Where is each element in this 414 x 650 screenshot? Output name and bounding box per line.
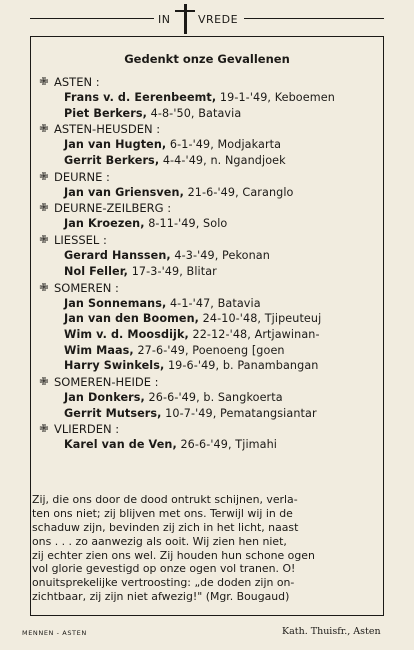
fallen-entry xyxy=(38,90,378,106)
fallen-name: Gerrit Berkers, xyxy=(64,154,160,168)
verse-line: ons . . . zo aanwezig als ooit. Wij zien hen niet, xyxy=(32,534,287,548)
fallen-name: Jan Sonnemans, xyxy=(64,296,167,310)
region-group xyxy=(38,74,378,121)
region-label: LIESSEL : xyxy=(54,233,107,248)
fallen-entry xyxy=(38,153,378,169)
fallen-entry xyxy=(38,343,378,359)
verse-line: ten ons niet; zij blijven met ons. Terwijl wij in de xyxy=(32,506,293,520)
fallen-name: Wim v. d. Moosdijk, xyxy=(64,327,189,341)
fallen-date-place: 4-1-'47, Batavia xyxy=(169,296,261,310)
region-heading xyxy=(38,74,378,90)
region-label: VLIERDEN : xyxy=(54,422,120,437)
card-title: Gedenkt onze Gevallenen xyxy=(124,52,290,66)
fallen-entry xyxy=(38,248,378,264)
star-bullet-icon: ✙ xyxy=(39,374,49,388)
fallen-entry xyxy=(38,106,378,122)
fallen-date-place: 27-6-'49, Poenoeng [goen xyxy=(137,343,285,357)
region-label: ASTEN-HEUSDEN : xyxy=(54,122,161,137)
verse-line: zichtbaar, zij zijn niet afwezig!" (Mgr. Bougaud) xyxy=(32,590,290,604)
fallen-date-place: 17-3-'49, Blitar xyxy=(131,264,217,278)
star-bullet-icon: ✙ xyxy=(39,422,49,436)
region-label: SOMEREN-HEIDE : xyxy=(54,374,159,389)
header-rule-right xyxy=(244,18,384,19)
header-left-word: IN xyxy=(158,13,171,26)
fallen-name: Jan van den Boomen, xyxy=(64,312,199,326)
fallen-entry xyxy=(38,216,378,232)
region-heading xyxy=(38,232,378,248)
fallen-name: Frans v. d. Eerenbeemt, xyxy=(64,91,217,104)
region-label: DEURNE : xyxy=(54,169,110,184)
fallen-name: Jan van Griensven, xyxy=(64,185,184,199)
region-group xyxy=(38,280,378,374)
fallen-entry xyxy=(38,137,378,153)
fallen-name: Jan Donkers, xyxy=(64,390,145,404)
fallen-date-place: 4-8-'50, Batavia xyxy=(150,106,242,120)
fallen-entry xyxy=(38,390,378,406)
star-bullet-icon: ✙ xyxy=(39,122,49,136)
region-label: DEURNE-ZEILBERG : xyxy=(54,201,172,216)
fallen-name: Nol Feller, xyxy=(64,264,129,278)
header xyxy=(0,0,414,40)
fallen-date-place: 4-3-'49, Pekonan xyxy=(174,249,270,263)
region-group xyxy=(38,421,378,453)
verse-line: zij echter zien ons wel. Zij houden hun schone ogen xyxy=(32,548,315,562)
region-group xyxy=(38,374,378,421)
fallen-name: Piet Berkers, xyxy=(64,106,147,120)
region-group xyxy=(38,232,378,279)
fallen-name: Gerrit Mutsers, xyxy=(64,406,162,420)
fallen-name: Jan van Hugten, xyxy=(64,138,167,152)
fallen-entry xyxy=(38,185,378,201)
latin-cross-icon xyxy=(175,4,195,34)
star-bullet-icon: ✙ xyxy=(39,75,49,88)
fallen-name: Gerard Hanssen, xyxy=(64,249,171,263)
header-rule-left xyxy=(30,18,154,19)
fallen-date-place: 6-1-'49, Modjakarta xyxy=(169,138,282,152)
fallen-date-place: 22-12-'48, Artjawinan- xyxy=(192,327,320,341)
printer-credit: MENNEN - ASTEN xyxy=(22,629,87,637)
star-bullet-icon: ✙ xyxy=(39,280,49,294)
fallen-name: Karel van de Ven, xyxy=(64,438,177,452)
region-heading xyxy=(38,200,378,216)
star-bullet-icon: ✙ xyxy=(39,169,49,183)
fallen-date-place: 10-7-'49, Pematangsiantar xyxy=(165,406,317,420)
region-heading xyxy=(38,421,378,437)
fallen-date-place: 21-6-'49, Caranglo xyxy=(187,185,294,199)
fallen-date-place: 19-1-'49, Keboemen xyxy=(219,91,335,104)
region-heading xyxy=(38,121,378,137)
verse-line: onuitsprekelijke vertroosting: „de doden zijn on- xyxy=(32,576,295,590)
fallen-entry xyxy=(38,327,378,343)
verse-line: Zij, die ons door de dood ontrukt schijnen, verla- xyxy=(32,493,298,506)
fallen-date-place: 26-6-'49, Tjimahi xyxy=(180,438,278,452)
region-heading xyxy=(38,280,378,296)
fallen-entry xyxy=(38,311,378,327)
fallen-date-place: 24-10-'48, Tjipeuteuj xyxy=(202,312,322,326)
region-heading xyxy=(38,169,378,185)
fallen-date-place: 19-6-'49, b. Panambangan xyxy=(167,359,319,373)
fallen-entry xyxy=(38,296,378,312)
verse-line: vol glorie gevestigd op onze ogen vol tranen. O! xyxy=(32,562,296,576)
star-bullet-icon: ✙ xyxy=(39,201,49,215)
fallen-date-place: 4-4-'49, n. Ngandjoek xyxy=(162,154,286,168)
fallen-name: Wim Maas, xyxy=(64,343,134,357)
region-group xyxy=(38,121,378,168)
star-bullet-icon: ✙ xyxy=(39,233,49,247)
fallen-entry xyxy=(38,437,378,453)
fallen-name: Harry Swinkels, xyxy=(64,359,165,373)
verse-text xyxy=(32,493,382,604)
verse-line: schaduw zijn, bevinden zij zich in het licht, naast xyxy=(32,520,299,534)
region-group xyxy=(38,200,378,232)
publisher-credit: Kath. Thuisfr., Asten xyxy=(282,626,381,637)
region-heading xyxy=(38,374,378,390)
header-right-word: VREDE xyxy=(198,13,239,26)
fallen-name: Jan Kroezen, xyxy=(64,217,145,231)
region-label: SOMEREN : xyxy=(54,280,119,295)
region-label: ASTEN : xyxy=(54,75,100,89)
fallen-date-place: 8-11-'49, Solo xyxy=(148,217,228,231)
region-group xyxy=(38,169,378,201)
fallen-list xyxy=(38,74,378,453)
fallen-date-place: 26-6-'49, b. Sangkoerta xyxy=(148,390,283,404)
fallen-entry xyxy=(38,264,378,280)
fallen-entry xyxy=(38,358,378,374)
fallen-entry xyxy=(38,406,378,422)
